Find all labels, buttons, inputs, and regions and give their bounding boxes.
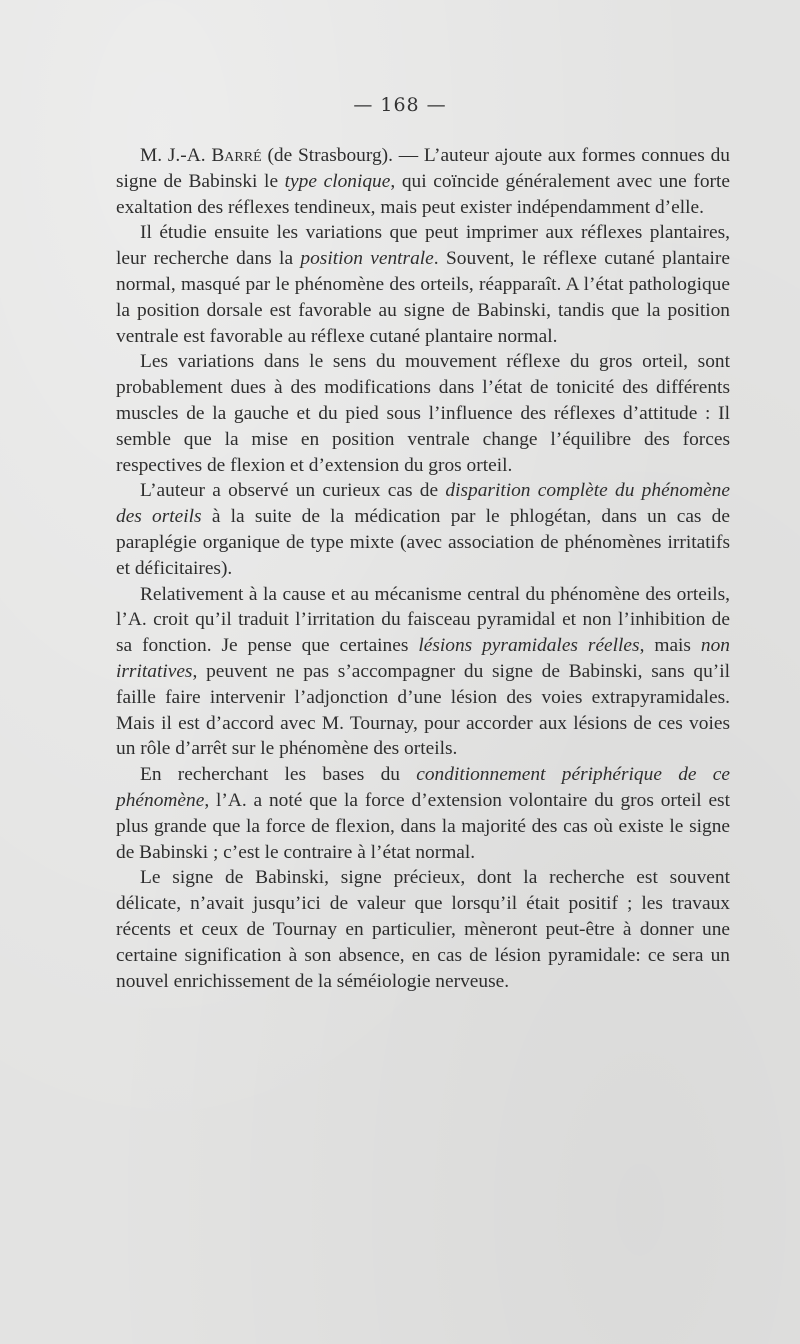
paragraph: Il étudie ensuite les variations que peut imprimer aux réflexes plantaires, leur recherche dans la position ventrale. Souvent, le réflexe cutané plantaire normal, masqué par le phénomène des orteils, réapparaît. A l’état pathologique la position dorsale est favorable au signe de Babinski, tandis que la position ventrale est favorable au réflexe cutané plantaire normal. [116,222,730,347]
paragraph: Le signe de Babinski, signe précieux, dont la recherche est souvent délicate, n’avait jusqu’ici de valeur que lorsqu’il était positif ; les travaux récents et ceux de Tournay en particulier, mèneront peut-être à donner une certaine signification à son absence, en cas de lésion pyramidale: ce sera un nouvel enrichissement de la séméiologie nerveuse. [116,867,730,992]
paragraph: Les variations dans le sens du mouvement réflexe du gros orteil, sont probablement dues à des modifications dans l’état de tonicité des différents muscles de la gauche et du pied sous l’influence des réflexes d’attitude : Il semble que la mise en position ventrale change l’équilibre des forces respectives de flexion et d’extension du gros orteil. [116,351,730,476]
page-number: — 168 — [353,94,447,116]
paragraph: M. J.-A. Barré (de Strasbourg). — L’auteur ajoute aux formes connues du signe de Babinski le type clonique, qui coïncide généralement avec une forte exaltation des réflexes tendineux, mais peut exister indépendamment d’elle. [116,145,730,218]
paragraph: En recherchant les bases du conditionnement périphérique de ce phénomène, l’A. a noté que la force d’extension volontaire du gros orteil est plus grande que la force de flexion, dans la majorité des cas où existe le signe de Babinski ; c’est le contraire à l’état normal. [116,764,730,863]
body-text [116,143,730,994]
paragraph: Relativement à la cause et au mécanisme central du phénomène des orteils, l’A. croit qu’il traduit l’irritation du faisceau pyramidal et non l’inhibition de sa fonction. Je pense que certaines lésions pyramidales réelles, mais non irritatives, peuvent ne pas s’accompagner du signe de Babinski, sans qu’il faille faire intervenir l’adjonction d’une lésion des voies extrapyramidales. Mais il est d’accord avec M. Tournay, pour accorder aux lésions de ces voies un rôle d’arrêt sur le phénomène des orteils. [116,583,730,760]
paragraph: L’auteur a observé un curieux cas de disparition complète du phénomène des orteils à la suite de la médication par le phlogétan, dans un cas de paraplégie organique de type mixte (avec association de phénomènes irritatifs et déficitaires). [116,480,730,579]
